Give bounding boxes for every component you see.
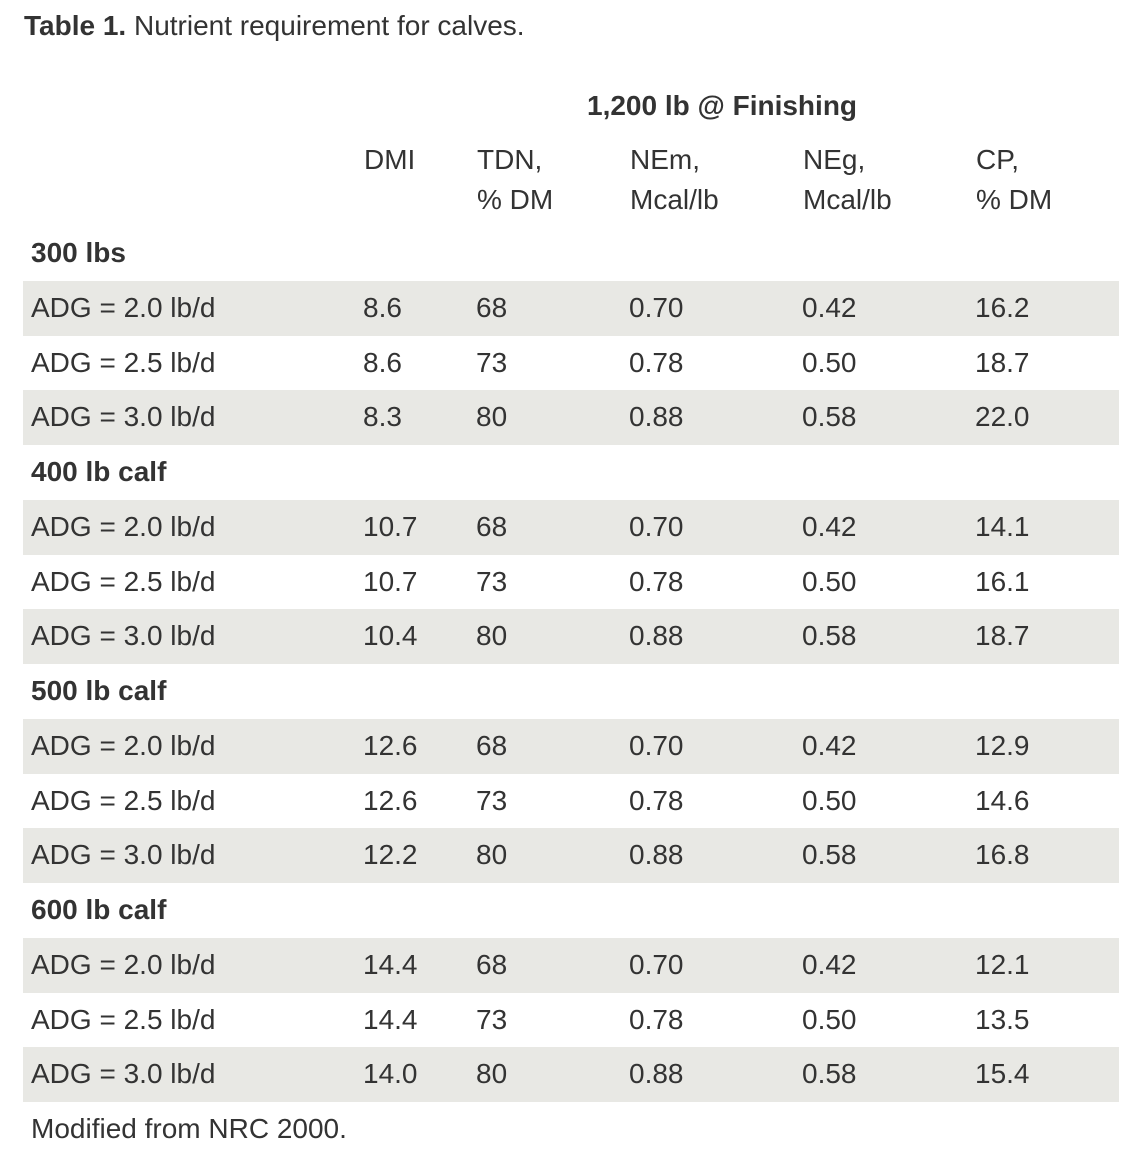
cell-dmi: 14.0 [363, 1058, 418, 1090]
column-header-dmi-line-1: DMI [364, 144, 416, 175]
cell-nem: 0.78 [629, 565, 684, 597]
column-header-neg-line-2: Mcal/lb [803, 184, 892, 215]
cell-dmi: 12.6 [363, 729, 418, 761]
cell-tdn: 73 [476, 1003, 508, 1035]
cell-neg: 0.58 [802, 839, 857, 871]
cell-dmi: 8.3 [363, 401, 402, 433]
cell-neg: 0.58 [802, 1058, 857, 1090]
cell-dmi: 10.4 [363, 620, 418, 652]
cell-tdn: 73 [476, 565, 508, 597]
table-row [23, 993, 1119, 1048]
row-label: ADG = 2.5 lb/d [31, 346, 216, 378]
column-header-cp-line-1: CP, [976, 144, 1020, 175]
cell-tdn: 80 [476, 620, 508, 652]
column-header-tdn [477, 140, 553, 220]
cell-tdn: 73 [476, 346, 508, 378]
cell-tdn: 68 [476, 948, 508, 980]
section-title: 400 lb calf [31, 456, 167, 487]
cell-neg: 0.42 [802, 948, 857, 980]
cell-cp: 12.9 [975, 729, 1030, 761]
column-header-neg [803, 140, 892, 220]
cell-cp: 16.8 [975, 839, 1030, 871]
row-label: ADG = 2.5 lb/d [31, 784, 216, 816]
section-heading-row [23, 226, 1119, 281]
cell-cp: 15.4 [975, 1058, 1030, 1090]
column-header-tdn-line-1: TDN, [477, 144, 543, 175]
cell-nem: 0.88 [629, 839, 684, 871]
table-footnote: Modified from NRC 2000. [31, 1113, 347, 1144]
cell-tdn: 80 [476, 401, 508, 433]
cell-tdn: 80 [476, 1058, 508, 1090]
cell-cp: 18.7 [975, 346, 1030, 378]
cell-cp: 14.1 [975, 510, 1030, 542]
cell-tdn: 73 [476, 784, 508, 816]
section-heading-row [23, 664, 1119, 719]
cell-nem: 0.88 [629, 1058, 684, 1090]
table-caption-text: Nutrient requirement for calves. [133, 10, 525, 41]
table-row [23, 719, 1119, 774]
column-header-dmi [364, 140, 415, 180]
row-label: ADG = 3.0 lb/d [31, 401, 216, 433]
row-label: ADG = 2.0 lb/d [31, 291, 216, 323]
cell-neg: 0.42 [802, 729, 857, 761]
cell-dmi: 10.7 [363, 510, 418, 542]
table-row [23, 500, 1119, 555]
cell-nem: 0.78 [629, 1003, 684, 1035]
cell-tdn: 68 [476, 729, 508, 761]
section-title: 600 lb calf [31, 894, 167, 925]
cell-neg: 0.58 [802, 401, 857, 433]
cell-cp: 22.0 [975, 401, 1030, 433]
table-row [23, 390, 1119, 445]
section-heading-row [23, 883, 1119, 938]
table-row [23, 1047, 1119, 1102]
table-row [23, 555, 1119, 610]
row-label: ADG = 2.0 lb/d [31, 510, 216, 542]
cell-dmi: 12.6 [363, 784, 418, 816]
cell-neg: 0.42 [802, 510, 857, 542]
table-row [23, 609, 1119, 664]
column-header-nem-line-1: NEm, [630, 144, 700, 175]
cell-tdn: 80 [476, 839, 508, 871]
section-heading-row [23, 445, 1119, 500]
cell-neg: 0.42 [802, 291, 857, 323]
cell-dmi: 14.4 [363, 1003, 418, 1035]
cell-nem: 0.70 [629, 291, 684, 323]
cell-cp: 16.1 [975, 565, 1030, 597]
cell-nem: 0.70 [629, 948, 684, 980]
row-label: ADG = 2.0 lb/d [31, 729, 216, 761]
row-label: ADG = 2.0 lb/d [31, 948, 216, 980]
table-row [23, 828, 1119, 883]
section-title: 500 lb calf [31, 675, 167, 706]
cell-tdn: 68 [476, 510, 508, 542]
column-header-nem-line-2: Mcal/lb [630, 184, 719, 215]
row-label: ADG = 3.0 lb/d [31, 839, 216, 871]
table-caption [24, 6, 525, 46]
column-header-neg-line-1: NEg, [803, 144, 866, 175]
section-title: 300 lbs [31, 237, 126, 268]
table-row [23, 774, 1119, 829]
table-body [23, 226, 1119, 1102]
cell-neg: 0.50 [802, 565, 857, 597]
cell-cp: 14.6 [975, 784, 1030, 816]
cell-cp: 16.2 [975, 291, 1030, 323]
cell-neg: 0.50 [802, 784, 857, 816]
cell-dmi: 8.6 [363, 346, 402, 378]
column-header-tdn-line-2: % DM [477, 184, 554, 215]
table-row [23, 938, 1119, 993]
row-label: ADG = 3.0 lb/d [31, 1058, 216, 1090]
cell-nem: 0.70 [629, 729, 684, 761]
column-group-heading: 1,200 lb @ Finishing [587, 90, 858, 121]
cell-cp: 12.1 [975, 948, 1030, 980]
cell-neg: 0.58 [802, 620, 857, 652]
cell-nem: 0.88 [629, 401, 684, 433]
cell-tdn: 68 [476, 291, 508, 323]
cell-nem: 0.70 [629, 510, 684, 542]
cell-cp: 18.7 [975, 620, 1030, 652]
cell-dmi: 12.2 [363, 839, 418, 871]
row-label: ADG = 2.5 lb/d [31, 1003, 216, 1035]
cell-nem: 0.78 [629, 784, 684, 816]
table-row [23, 336, 1119, 391]
table-caption-label: Table 1. [24, 10, 127, 41]
cell-cp: 13.5 [975, 1003, 1030, 1035]
row-label: ADG = 3.0 lb/d [31, 620, 216, 652]
cell-neg: 0.50 [802, 346, 857, 378]
cell-nem: 0.88 [629, 620, 684, 652]
column-header-nem [630, 140, 719, 220]
cell-nem: 0.78 [629, 346, 684, 378]
cell-dmi: 8.6 [363, 291, 402, 323]
column-header-cp [976, 140, 1052, 220]
column-header-cp-line-2: % DM [976, 184, 1053, 215]
table-row [23, 281, 1119, 336]
row-label: ADG = 2.5 lb/d [31, 565, 216, 597]
cell-neg: 0.50 [802, 1003, 857, 1035]
cell-dmi: 14.4 [363, 948, 418, 980]
cell-dmi: 10.7 [363, 565, 418, 597]
